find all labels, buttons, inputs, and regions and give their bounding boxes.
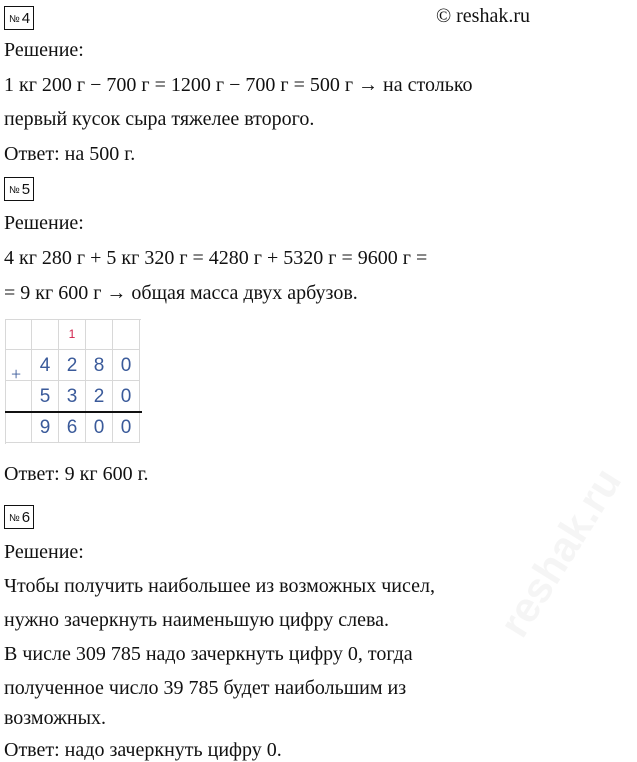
task-number: 5 [21,181,31,198]
watermark: reshak.ru [490,459,631,645]
addend-digit: 2 [66,355,78,376]
solution-line: Чтобы получить наибольшее из возможных чисел, [4,575,435,597]
addend-digit: 8 [93,355,105,376]
sum-divider-line [5,411,142,413]
grid-cell [32,319,59,350]
addend-digit: 4 [39,355,51,376]
plus-sign: + [11,364,22,384]
addend-digit: 2 [93,386,105,407]
grid-cell [113,319,140,350]
grid-cell [59,350,86,381]
solution-line: 1 кг 200 г − 700 г = 1200 г − 700 г = 500 г → на столько [4,74,473,96]
task-number-badge [4,177,34,201]
grid-cell [113,412,140,443]
grid-cell [86,381,113,412]
number-sign: № [9,14,20,25]
solution-line: полученное число 39 785 будет наибольшим из [4,677,407,699]
sum-digit: 6 [66,417,78,438]
grid-cell [5,319,32,350]
grid-cell [86,319,113,350]
sum-digit: 0 [120,417,132,438]
addend-digit: 0 [120,386,132,407]
grid-cell [86,412,113,443]
grid-cell [113,381,140,412]
solution-line: возможных. [4,707,107,729]
grid-cell [59,381,86,412]
solution-line: = 9 кг 600 г → общая масса двух арбузов. [4,282,358,304]
grid-cell [32,381,59,412]
solution-heading: Решение: [4,541,84,563]
addend-digit: 0 [120,355,132,376]
grid-cell [5,412,32,443]
grid-cell [5,381,32,412]
grid-cell [59,319,86,350]
grid-cell [113,350,140,381]
carry-digit: 1 [68,327,76,341]
grid-cell [86,350,113,381]
sum-digit: 0 [93,417,105,438]
answer-line: Ответ: 9 кг 600 г. [4,463,149,485]
number-sign: № [9,513,20,524]
addend-digit: 5 [39,386,51,407]
answer-line: Ответ: на 500 г. [4,143,136,165]
answer-line: Ответ: надо зачеркнуть цифру 0. [4,739,282,761]
grid-cell [59,412,86,443]
solution-line: первый кусок сыра тяжелее второго. [4,108,315,130]
addend-digit: 3 [66,386,78,407]
grid-cell [32,412,59,443]
solution-line: нужно зачеркнуть наименьшую цифру слева. [4,609,390,631]
task-number-badge [4,505,34,529]
solution-line: 4 кг 280 г + 5 кг 320 г = 4280 г + 5320 г = 9600 г = [4,247,428,269]
number-sign: № [9,185,20,196]
grid-cell [32,350,59,381]
task-number-badge [4,6,34,30]
solution-heading: Решение: [4,212,84,234]
sum-digit: 9 [39,417,51,438]
solution-line: В числе 309 785 надо зачеркнуть цифру 0, тогда [4,643,413,665]
task-number: 6 [21,509,31,526]
task-number: 4 [21,10,31,27]
solution-heading: Решение: [4,39,84,61]
site-credit: © reshak.ru [435,5,530,27]
